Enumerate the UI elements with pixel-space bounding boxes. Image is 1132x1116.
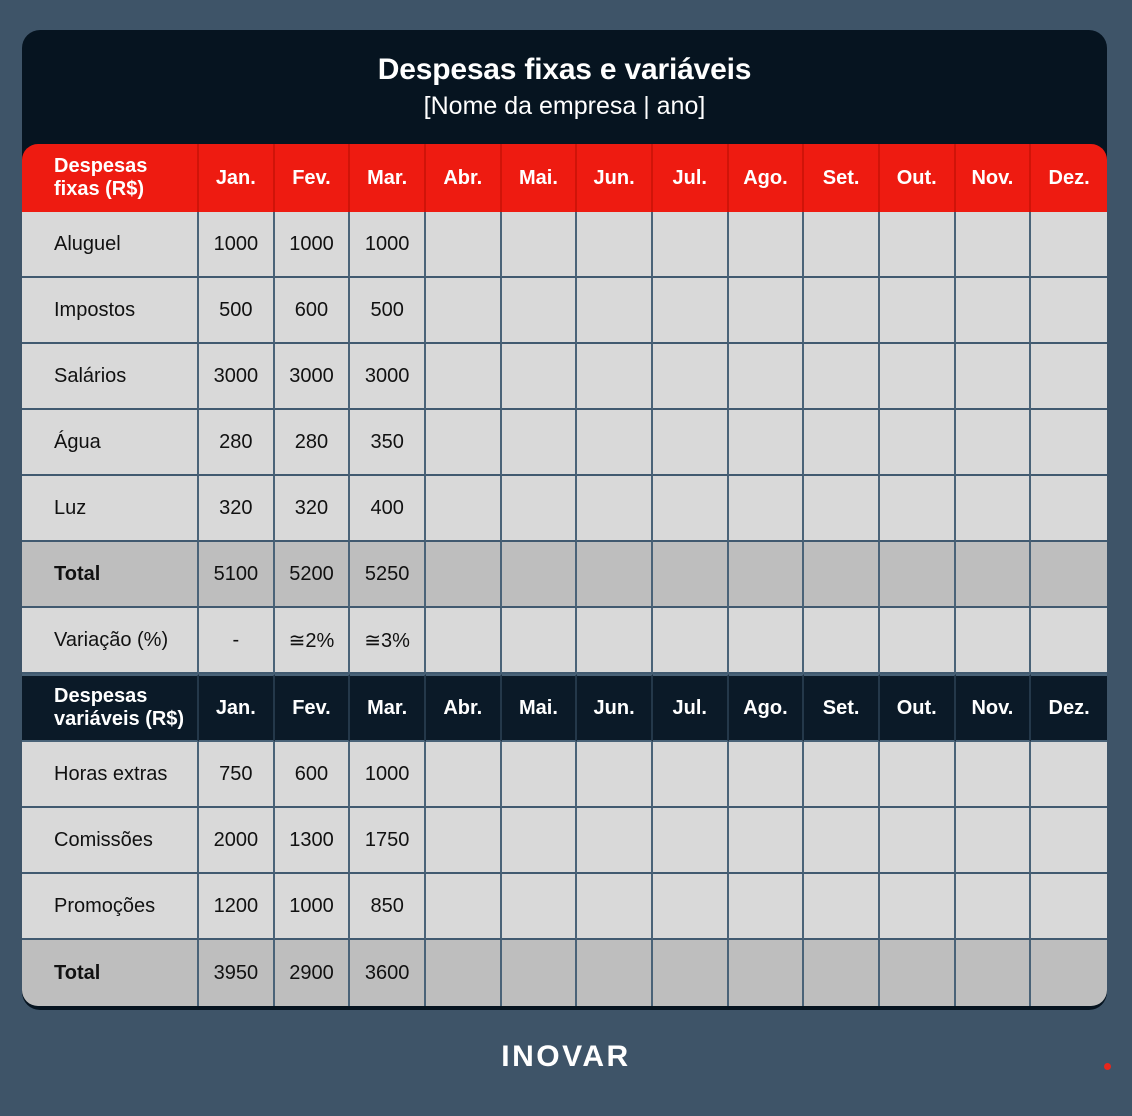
fixed-expenses-row-label: Água (22, 410, 199, 476)
cell-fev[interactable]: ≅2% (275, 608, 351, 674)
cell-jul[interactable] (653, 344, 729, 410)
cell-nov[interactable] (956, 410, 1032, 476)
variable-expenses-row-label: Horas extras (22, 742, 199, 808)
cell-jan[interactable]: 750 (199, 742, 275, 808)
cell-ago[interactable] (729, 278, 805, 344)
cell-jun[interactable] (577, 344, 653, 410)
cell-out[interactable] (880, 542, 956, 608)
cell-dez[interactable] (1031, 344, 1107, 410)
column-header-mai[interactable]: Mai. (502, 674, 578, 742)
table-row (22, 410, 1107, 476)
cell-set[interactable] (804, 410, 880, 476)
cell-jul[interactable] (653, 476, 729, 542)
table-row (22, 476, 1107, 542)
cell-jan[interactable]: 3000 (199, 344, 275, 410)
cell-abr[interactable] (426, 476, 502, 542)
cell-mar[interactable]: 3600 (350, 940, 426, 1006)
cell-abr[interactable] (426, 410, 502, 476)
cell-ago[interactable] (729, 212, 805, 278)
cell-abr[interactable] (426, 608, 502, 674)
cell-nov[interactable] (956, 344, 1032, 410)
cell-mar[interactable]: 400 (350, 476, 426, 542)
cell-mar[interactable]: 500 (350, 278, 426, 344)
cell-ago[interactable] (729, 410, 805, 476)
cell-nov[interactable] (956, 742, 1032, 808)
expense-table (22, 144, 1107, 1006)
table-row (22, 874, 1107, 940)
cell-fev[interactable]: 600 (275, 742, 351, 808)
column-header-jul[interactable]: Jul. (653, 674, 729, 742)
cell-set[interactable] (804, 344, 880, 410)
variable-expenses-row-label: Promoções (22, 874, 199, 940)
fixed-expenses-row-label: Luz (22, 476, 199, 542)
cell-mai[interactable] (502, 742, 578, 808)
cell-out[interactable] (880, 344, 956, 410)
cell-nov[interactable] (956, 212, 1032, 278)
cell-mar[interactable]: 3000 (350, 344, 426, 410)
cell-ago[interactable] (729, 742, 805, 808)
cell-nov[interactable] (956, 476, 1032, 542)
column-header-out[interactable]: Out. (880, 674, 956, 742)
table-row (22, 542, 1107, 608)
cell-dez[interactable] (1031, 874, 1107, 940)
cell-jun[interactable] (577, 410, 653, 476)
cell-mai[interactable] (502, 476, 578, 542)
table-row (22, 742, 1107, 808)
cell-abr[interactable] (426, 212, 502, 278)
cell-mai[interactable] (502, 808, 578, 874)
cell-jan[interactable]: 5100 (199, 542, 275, 608)
cell-out[interactable] (880, 278, 956, 344)
cell-jul[interactable] (653, 278, 729, 344)
cell-set[interactable] (804, 808, 880, 874)
cell-set[interactable] (804, 874, 880, 940)
cell-out[interactable] (880, 808, 956, 874)
cell-dez[interactable] (1031, 212, 1107, 278)
column-header-set[interactable]: Set. (804, 144, 880, 212)
cell-jan[interactable]: - (199, 608, 275, 674)
column-header-jul[interactable]: Jul. (653, 144, 729, 212)
cell-jun[interactable] (577, 476, 653, 542)
cell-ago[interactable] (729, 808, 805, 874)
cell-fev[interactable]: 320 (275, 476, 351, 542)
column-header-ago[interactable]: Ago. (729, 144, 805, 212)
column-header-mar[interactable]: Mar. (350, 674, 426, 742)
fixed-expenses-row-label: Variação (%) (22, 608, 199, 674)
cell-out[interactable] (880, 940, 956, 1006)
cell-out[interactable] (880, 742, 956, 808)
cell-mar[interactable]: 1000 (350, 212, 426, 278)
cell-jul[interactable] (653, 940, 729, 1006)
column-header-jan[interactable]: Jan. (199, 144, 275, 212)
cell-set[interactable] (804, 940, 880, 1006)
variable-expenses-row-label: Comissões (22, 808, 199, 874)
fixed-expenses-header-row (22, 144, 1107, 212)
cell-ago[interactable] (729, 542, 805, 608)
cell-mai[interactable] (502, 212, 578, 278)
cell-jul[interactable] (653, 212, 729, 278)
cell-jun[interactable] (577, 874, 653, 940)
cell-abr[interactable] (426, 808, 502, 874)
cell-abr[interactable] (426, 278, 502, 344)
cell-jan[interactable]: 2000 (199, 808, 275, 874)
cell-ago[interactable] (729, 344, 805, 410)
cell-jan[interactable]: 1200 (199, 874, 275, 940)
fixed-expenses-row-label: Impostos (22, 278, 199, 344)
column-header-fev[interactable]: Fev. (275, 674, 351, 742)
cell-jun[interactable] (577, 742, 653, 808)
cell-mar[interactable]: 350 (350, 410, 426, 476)
cell-set[interactable] (804, 542, 880, 608)
cell-out[interactable] (880, 410, 956, 476)
logo-dot-icon (1104, 1063, 1111, 1070)
cell-ago[interactable] (729, 874, 805, 940)
cell-jun[interactable] (577, 542, 653, 608)
cell-jan[interactable]: 280 (199, 410, 275, 476)
cell-dez[interactable] (1031, 940, 1107, 1006)
cell-fev[interactable]: 1300 (275, 808, 351, 874)
cell-jun[interactable] (577, 940, 653, 1006)
brand-logo-text: INOVAR (501, 1040, 631, 1073)
table-row (22, 344, 1107, 410)
cell-mar[interactable]: 1750 (350, 808, 426, 874)
cell-dez[interactable] (1031, 410, 1107, 476)
cell-ago[interactable] (729, 608, 805, 674)
cell-dez[interactable] (1031, 542, 1107, 608)
cell-abr[interactable] (426, 874, 502, 940)
cell-dez[interactable] (1031, 278, 1107, 344)
cell-mar[interactable]: 850 (350, 874, 426, 940)
column-header-dez[interactable]: Dez. (1031, 144, 1107, 212)
cell-out[interactable] (880, 476, 956, 542)
cell-mar[interactable]: ≅3% (350, 608, 426, 674)
column-header-out[interactable]: Out. (880, 144, 956, 212)
cell-mai[interactable] (502, 608, 578, 674)
footer-logo (0, 1040, 1132, 1074)
variable-expenses-header-row (22, 674, 1107, 742)
column-header-ago[interactable]: Ago. (729, 674, 805, 742)
variable-expenses-row-label: Total (22, 940, 199, 1006)
cell-ago[interactable] (729, 476, 805, 542)
cell-jun[interactable] (577, 608, 653, 674)
column-header-nov[interactable]: Nov. (956, 144, 1032, 212)
cell-dez[interactable] (1031, 476, 1107, 542)
column-header-jun[interactable]: Jun. (577, 674, 653, 742)
column-header-nov[interactable]: Nov. (956, 674, 1032, 742)
cell-jul[interactable] (653, 542, 729, 608)
column-header-mai[interactable]: Mai. (502, 144, 578, 212)
cell-abr[interactable] (426, 940, 502, 1006)
cell-fev[interactable]: 1000 (275, 212, 351, 278)
cell-fev[interactable]: 1000 (275, 874, 351, 940)
table-row (22, 808, 1107, 874)
column-header-abr[interactable]: Abr. (426, 144, 502, 212)
cell-abr[interactable] (426, 742, 502, 808)
cell-nov[interactable] (956, 940, 1032, 1006)
cell-fev[interactable]: 280 (275, 410, 351, 476)
cell-dez[interactable] (1031, 742, 1107, 808)
cell-jan[interactable]: 1000 (199, 212, 275, 278)
cell-jul[interactable] (653, 742, 729, 808)
cell-nov[interactable] (956, 808, 1032, 874)
cell-jun[interactable] (577, 212, 653, 278)
cell-jan[interactable]: 500 (199, 278, 275, 344)
sheet-title-block (22, 30, 1107, 145)
cell-fev[interactable]: 3000 (275, 344, 351, 410)
column-header-jan[interactable]: Jan. (199, 674, 275, 742)
cell-jul[interactable] (653, 808, 729, 874)
cell-fev[interactable]: 600 (275, 278, 351, 344)
cell-jul[interactable] (653, 608, 729, 674)
cell-mai[interactable] (502, 410, 578, 476)
table-row (22, 212, 1107, 278)
cell-nov[interactable] (956, 542, 1032, 608)
cell-set[interactable] (804, 742, 880, 808)
column-header-set[interactable]: Set. (804, 674, 880, 742)
fixed-expenses-row-label: Aluguel (22, 212, 199, 278)
page-title: Despesas fixas e variáveis (377, 53, 752, 86)
cell-mai[interactable] (502, 542, 578, 608)
column-header-mar[interactable]: Mar. (350, 144, 426, 212)
expense-table-container (22, 144, 1107, 1006)
cell-out[interactable] (880, 608, 956, 674)
fixed-expenses-header-label: Despesas fixas (R$) (22, 144, 199, 212)
cell-abr[interactable] (426, 344, 502, 410)
cell-set[interactable] (804, 476, 880, 542)
cell-set[interactable] (804, 278, 880, 344)
cell-jan[interactable]: 3950 (199, 940, 275, 1006)
table-row (22, 608, 1107, 674)
column-header-dez[interactable]: Dez. (1031, 674, 1107, 742)
cell-jul[interactable] (653, 410, 729, 476)
cell-fev[interactable]: 5200 (275, 542, 351, 608)
cell-ago[interactable] (729, 940, 805, 1006)
cell-jun[interactable] (577, 808, 653, 874)
column-header-abr[interactable]: Abr. (426, 674, 502, 742)
fixed-expenses-row-label: Total (22, 542, 199, 608)
table-row (22, 278, 1107, 344)
cell-dez[interactable] (1031, 808, 1107, 874)
cell-mai[interactable] (502, 278, 578, 344)
cell-set[interactable] (804, 608, 880, 674)
cell-abr[interactable] (426, 542, 502, 608)
cell-fev[interactable]: 2900 (275, 940, 351, 1006)
cell-nov[interactable] (956, 278, 1032, 344)
cell-mai[interactable] (502, 940, 578, 1006)
column-header-jun[interactable]: Jun. (577, 144, 653, 212)
column-header-fev[interactable]: Fev. (275, 144, 351, 212)
cell-mar[interactable]: 1000 (350, 742, 426, 808)
page-subtitle: [Nome da empresa | ano] (423, 91, 706, 120)
cell-set[interactable] (804, 212, 880, 278)
fixed-expenses-row-label: Salários (22, 344, 199, 410)
cell-out[interactable] (880, 874, 956, 940)
cell-mar[interactable]: 5250 (350, 542, 426, 608)
cell-dez[interactable] (1031, 608, 1107, 674)
cell-out[interactable] (880, 212, 956, 278)
cell-mai[interactable] (502, 344, 578, 410)
cell-mai[interactable] (502, 874, 578, 940)
cell-jun[interactable] (577, 278, 653, 344)
variable-expenses-header-label: Despesas variáveis (R$) (22, 674, 199, 742)
cell-jan[interactable]: 320 (199, 476, 275, 542)
table-row (22, 940, 1107, 1006)
cell-nov[interactable] (956, 608, 1032, 674)
cell-nov[interactable] (956, 874, 1032, 940)
cell-jul[interactable] (653, 874, 729, 940)
